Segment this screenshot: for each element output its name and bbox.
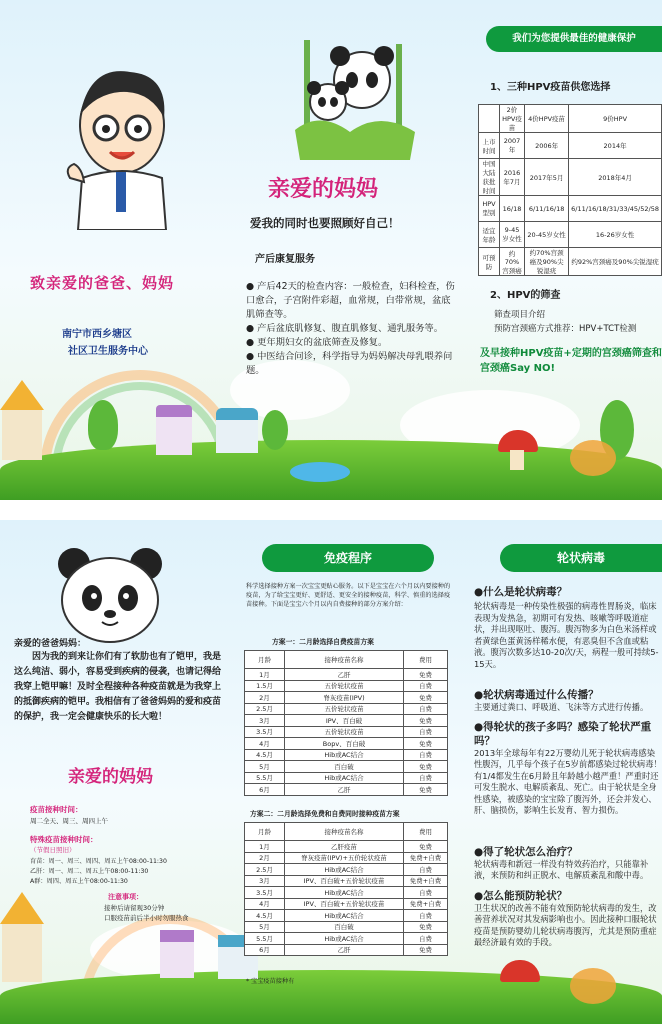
special-label: 特殊疫苗接种时间： (30, 835, 98, 844)
table-cell: 3月 (245, 875, 285, 887)
table-cell: 免费 (404, 692, 448, 704)
table-cell: 乙肝 (285, 784, 404, 796)
notice-lines (104, 903, 189, 923)
table-cell: 自费 (404, 749, 448, 761)
table-cell: 免费+自费 (404, 852, 448, 864)
house-tower (156, 405, 192, 455)
faq-answer: 卫生状况的改善不能有效预防轮状病毒的发生，改善营养状况对其发病影响也小。因此接种口服轮状疫苗是预防婴幼儿轮状病毒腹泻，尤其是预防重症最经济最有效的手段。 (474, 902, 657, 947)
table-cell: 2017年5月 (525, 159, 569, 196)
table-cell: 百白破 (285, 761, 404, 773)
table-cell: 5月 (245, 761, 285, 773)
table-cell: 2.5月 (245, 703, 285, 715)
faq-question: ●得了轮状怎么治疗？ (474, 845, 578, 858)
bullet-text: 更年期妇女的盆底筛查及修复。 (257, 337, 388, 348)
table-cell: 16/18 (499, 196, 524, 222)
table-cell: IPV、百白破+五价轮状疫苗 (285, 898, 404, 910)
table-cell: 5月 (245, 921, 285, 933)
faq-answer: 轮状病毒是一种传染性极强的病毒性胃肠炎，临床表现为发热急，初期可有发热、咳嗽等呼吸道症状，并出现呕吐、腹泻。腹泻物多为白色米汤样或者黄绿色蛋黄汤样稀水便，有恶臭但不含血或粘液。腹泻次数多达10-20次/天，病程一般可持续5-15天。 (474, 601, 659, 669)
table-cell: 自费 (404, 680, 448, 692)
table-cell: 约70%宫颈癌 (499, 248, 524, 276)
table-cell: 乙肝 (285, 669, 404, 681)
panda-illustration (290, 40, 420, 160)
table-cell: 上市时间 (479, 133, 500, 159)
hpv-section-title: 1、三种HPV疫苗供您选择 (490, 82, 611, 93)
special-note: （节假日照旧） (30, 846, 76, 854)
table-cell: Bopv、百白破 (285, 738, 404, 750)
house-left (0, 380, 44, 460)
table-cell: Hib或AC结合 (285, 749, 404, 761)
faq-question: ●什么是轮状病毒？ (474, 586, 568, 598)
table-cell: 4月 (245, 898, 285, 910)
faq-answer: 2013年全球每年有22万婴幼儿死于轮状病毒感染性腹泻，几乎每个孩子在5岁前都感染过轮状病毒！有1/4都发生在6月龄且年龄越小越严重！严重时还可发生脱水、电解质紊乱、死亡。由于轮状是全身性感染，被感染的宝宝除了腹泻外，还会并发心、肝、脑损伤，影响生长发育、智力损伤。 (474, 747, 662, 815)
table-cell: 五价轮状疫苗 (285, 726, 404, 738)
table-cell: 6/11/16/18 (525, 196, 569, 222)
table-cell: 6月 (245, 944, 285, 956)
table-cell: 2月 (245, 852, 285, 864)
table-cell: 免费 (404, 944, 448, 956)
table-cell: 脊灰疫苗(IPV)+五价轮状疫苗 (285, 852, 404, 864)
notice-line: 口服疫苗前后半小时勿服热食 (104, 914, 189, 922)
doctor-illustration (60, 60, 180, 230)
table-cell: 20-45岁女性 (525, 222, 569, 248)
faq-question: ●得轮状的孩子多吗？感染了轮状严重吗？ (474, 720, 652, 747)
table-cell: 乙肝 (285, 944, 404, 956)
table-cell: 适宜年龄 (479, 222, 500, 248)
faq-answer: 主要通过粪口、呼吸道、飞沫等方式进行传播。 (474, 702, 649, 712)
table-cell: 2014年 (569, 133, 662, 159)
back-sheet (0, 520, 662, 1024)
table-cell: 百白破 (285, 921, 404, 933)
postpartum-section-title: 产后康复服务 (255, 254, 315, 265)
mushroom-icon (500, 960, 540, 982)
table-cell: 6/11/16/18/31/33/45/52/58 (569, 196, 662, 222)
table-header: 月龄 (245, 651, 285, 669)
special-line: A群：周四、周五上午08:00-11:30 (30, 878, 128, 885)
special-line: 乙肝：周一、周二、周五上午08:00-11:30 (30, 868, 149, 875)
table-cell: 免费+自费 (404, 875, 448, 887)
table-header: 4价HPV疫苗 (525, 105, 569, 133)
table-cell: 免费 (404, 761, 448, 773)
table-cell: 16-26岁女性 (569, 222, 662, 248)
immune-intro: 科学选择接种方案一次宝宝更贴心服务。以下是宝宝在六个月以内要接种的疫苗，为了给宝宝更好、更舒适、更安全的接种疫苗，科学、慎重的选择疫苗接种。下面是宝宝六个月以内自费接种的部分方案介绍： (246, 583, 451, 608)
table-cell: 可预防 (479, 248, 500, 276)
table-cell: 免费 (404, 921, 448, 933)
table-cell: 约92%宫颈癌及90%尖锐湿疣 (569, 248, 662, 276)
left-title-bottom: 亲爱的妈妈 (68, 767, 153, 787)
bullet-item: ● 中医结合问诊，科学指导为妈妈解决母乳喂养问题。 (246, 351, 453, 376)
table-cell: 自费 (404, 864, 448, 876)
table-cell: 乙肝疫苗 (285, 841, 404, 853)
rotavirus-content (474, 584, 662, 961)
notice-label: 注意事项： (108, 893, 143, 901)
table-cell: 1.5月 (245, 680, 285, 692)
sheet-gap (0, 500, 662, 520)
bullet-text: 产后42天的检查内容：一般检查，妇科检查，伤口愈合，子宫附件彩超，血常规，白带常规，盆底肌筛查等。 (246, 281, 455, 320)
screen-line-1: 筛查项目介绍 (494, 310, 546, 320)
table-cell: Hib或AC结合 (285, 772, 404, 784)
panda-face-illustration (54, 544, 166, 644)
table-cell: 4月 (245, 738, 285, 750)
screen-line-2: 预防宫颈癌方式推荐：HPV+TCT检测 (494, 324, 637, 334)
postpartum-list (246, 280, 456, 378)
bullet-item: ● 产后盆底肌修复、腹直肌修复、通乳服务等。 (246, 323, 444, 334)
table-cell: 2018年4月 (569, 159, 662, 196)
table-cell: Hib或AC结合 (285, 933, 404, 945)
bullet-text: 中医结合问诊，科学指导为妈妈解决母乳喂养问题。 (246, 351, 453, 376)
table-cell: IPV、百白破 (285, 715, 404, 727)
table-header: 9价HPV (569, 105, 662, 133)
grass-ground (0, 970, 662, 1024)
notice-line: 接种后请留观30分钟 (104, 904, 165, 912)
table-cell: 自费 (404, 887, 448, 899)
table-cell: Hib或AC结合 (285, 887, 404, 899)
table-cell: 2007年 (499, 133, 524, 159)
butterfly-icon (570, 440, 616, 476)
table-cell: 五价轮状疫苗 (285, 680, 404, 692)
table-cell: 2.5月 (245, 864, 285, 876)
immune-header: 免疫程序 (262, 544, 434, 572)
footnote: * 宝宝疫苗接种有 (246, 978, 295, 985)
table-cell: 4.5月 (245, 749, 285, 761)
table-cell: HPV型别 (479, 196, 500, 222)
table-cell: 约70%宫颈癌及90%尖锐湿疣 (525, 248, 569, 276)
plan1-table (244, 650, 448, 796)
table-cell: 自费 (404, 703, 448, 715)
table-cell: 5.5月 (245, 933, 285, 945)
table-header: 2价HPV疫苗 (499, 105, 524, 133)
table-cell: Hib或AC结合 (285, 910, 404, 922)
table-cell: 3.5月 (245, 887, 285, 899)
faq-question: ●轮状病毒通过什么传播？ (474, 689, 599, 701)
left-title: 致亲爱的爸爸、妈妈 (30, 274, 175, 292)
middle-title: 亲爱的妈妈 (268, 177, 379, 202)
pond (290, 462, 350, 482)
middle-subtitle: 爱我的同时也要照顾好自己！ (250, 216, 400, 230)
time-label: 疫苗接种时间： (30, 805, 83, 814)
table-cell: 免费+自费 (404, 898, 448, 910)
table-cell: 2016年7月 (499, 159, 524, 196)
table-cell: 自费 (404, 726, 448, 738)
hpv-slogan: 及早接种HPV疫苗+定期的宫颈癌筛查和宫颈癌Say NO! (480, 348, 662, 374)
table-cell: 3月 (245, 715, 285, 727)
front-sheet (0, 0, 662, 500)
table-cell: 2006年 (525, 133, 569, 159)
time-value: 周二全天、周三、周四上午 (30, 817, 108, 825)
table-cell: 5.5月 (245, 772, 285, 784)
house-left (0, 892, 44, 982)
table-cell: Hib或AC结合 (285, 864, 404, 876)
hpv-screen-title: 2、HPV的筛查 (490, 290, 561, 301)
table-cell: 自费 (404, 772, 448, 784)
rotavirus-header: 轮状病毒 (500, 544, 662, 572)
table-header: 接种疫苗名称 (285, 651, 404, 669)
mushroom-stem (510, 450, 524, 470)
table-cell: 五价轮状疫苗 (285, 703, 404, 715)
faq-answer: 轮状病毒和新冠一样没有特效药治疗，只能靠补液，来预防和纠正脱水、电解质紊乱和酸中毒。 (474, 858, 649, 880)
table-cell: 脊灰疫苗(IPV) (285, 692, 404, 704)
letter-body: 因为我的到来让你们有了软肋也有了铠甲，我是这么纯洁、弱小，容易受到疾病的侵袭，也请记得给我穿上铠甲嘛！及时全程接种各种疫苗就是为我穿上的抵御疾病的铠甲。我相信有了爸爸妈妈的爱和疫苗的保护，我一定会健康快乐的长大啦！ (14, 652, 222, 722)
letter-greeting: 亲爱的爸爸妈妈： (14, 639, 87, 649)
org-line-1: 南宁市西乡塘区 (62, 329, 132, 340)
table-header (479, 105, 500, 133)
house-tower (160, 930, 194, 978)
org-line-2: 社区卫生服务中心 (68, 346, 148, 357)
table-cell: 9-45岁女性 (499, 222, 524, 248)
plan1-title: 方案一：二月龄选择自费疫苗方案 (272, 638, 374, 646)
tree (88, 400, 118, 450)
table-cell: 免费 (404, 715, 448, 727)
table-header: 费用 (404, 651, 448, 669)
hpv-table (478, 104, 662, 276)
table-header: 月龄 (245, 823, 285, 841)
table-header: 接种疫苗名称 (285, 823, 404, 841)
special-line: 育苗：周一、周三、周四、周五上午08:00-11:30 (30, 858, 167, 865)
bullet-item: ● 更年期妇女的盆底筛查及修复。 (246, 337, 388, 348)
tree (262, 410, 288, 450)
table-cell: 免费 (404, 841, 448, 853)
table-cell: 自费 (404, 933, 448, 945)
table-cell: 免费 (404, 738, 448, 750)
table-cell: 3.5月 (245, 726, 285, 738)
bullet-text: 产后盆底肌修复、腹直肌修复、通乳服务等。 (257, 323, 444, 334)
faq-question: ●怎么能预防轮状？ (474, 889, 568, 902)
special-lines (30, 857, 167, 887)
table-cell: 4.5月 (245, 910, 285, 922)
table-cell: 1月 (245, 669, 285, 681)
table-cell: 免费 (404, 784, 448, 796)
table-cell: 免费 (404, 669, 448, 681)
plan2-table (244, 822, 448, 956)
table-header: 费用 (404, 823, 448, 841)
house-small (216, 408, 258, 453)
table-cell: 1月 (245, 841, 285, 853)
table-cell: 2月 (245, 692, 285, 704)
bullet-item: ● 产后42天的检查内容：一般检查，妇科检查，伤口愈合，子宫附件彩超，血常规，白带常规，盆底肌筛查等。 (246, 281, 455, 320)
table-cell: 中国大陆获批时间 (479, 159, 500, 196)
plan2-title: 方案二：二月龄选择免费和自费同时接种疫苗方案 (250, 810, 400, 818)
right-header: 我们为您提供最佳的健康保护 (486, 26, 662, 52)
table-cell: IPV、百白破+五价轮状疫苗 (285, 875, 404, 887)
table-cell: 自费 (404, 910, 448, 922)
butterfly-icon (570, 968, 616, 1004)
table-cell: 6月 (245, 784, 285, 796)
